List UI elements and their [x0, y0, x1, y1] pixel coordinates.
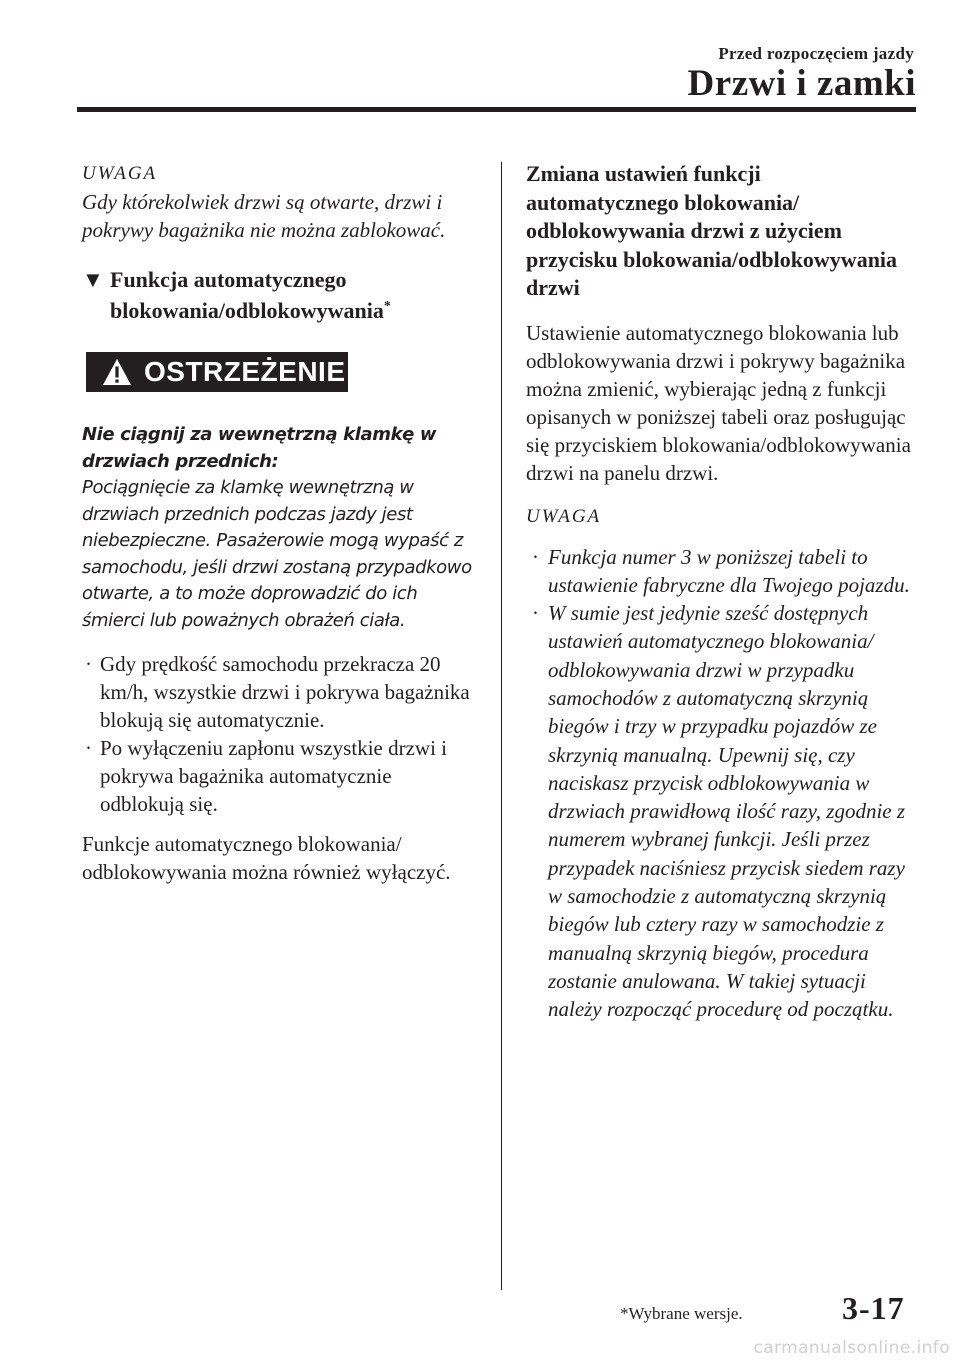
bullet-dot: ·: [85, 652, 92, 676]
footnote: *Wybrane wersje.: [620, 1304, 743, 1323]
note-bullets: [526, 543, 918, 1024]
section-title-line2: blokowania/odblokowywania: [110, 298, 384, 323]
note-label: UWAGA: [82, 163, 158, 184]
bullet-text: Funkcja numer 3 w poniższej tabeli to ustawienie fabryczne dla Twojego pojazdu.: [548, 544, 910, 597]
auto-lock-bullets: [82, 650, 474, 818]
list-item: [82, 650, 474, 734]
left-column: [82, 160, 474, 886]
warning-triangle-icon: [102, 358, 132, 386]
chapter-title: Drzwi i zamki: [687, 63, 916, 104]
watermark: carmanualsonline.info: [753, 1338, 950, 1358]
warning-title: Nie ciągnij za wewnętrzną klamkę w drzwiach przednich:: [82, 424, 437, 472]
bullet-dot: ·: [532, 544, 539, 569]
bullet-dot: ·: [532, 601, 539, 626]
warning-label: OSTRZEŻENIE: [144, 356, 346, 387]
bullet-text: Gdy prędkość samochodu przekracza 20 km/h, wszystkie drzwi i pokrywa bagażnika blokują się automatycznie.: [100, 652, 470, 732]
column-divider: [501, 162, 502, 1290]
triangle-down-icon: ▼: [82, 267, 104, 292]
section-heading: [82, 264, 474, 326]
subsection-heading: Zmiana ustawień funkcji automatycznego blokowania/ odblokowywania drzwi z użyciem przycisku blokowania/odblokowywania drzwi: [526, 161, 898, 300]
closing-paragraph: Funkcje automatycznego blokowania/ odblokowywania można również wyłączyć.: [82, 832, 451, 884]
list-item: [526, 599, 918, 1023]
bullet-text: Po wyłączeniu zapłonu wszystkie drzwi i pokrywa bagażnika automatycznie odblokują się.: [100, 736, 447, 816]
note-text: Gdy którekolwiek drzwi są otwarte, drzwi i pokrywy bagażnika nie można zablokować.: [82, 190, 446, 242]
warning-text-block: [82, 422, 474, 634]
chapter-subtitle: Przed rozpoczęciem jazdy: [718, 44, 914, 63]
optional-marker: *: [383, 299, 391, 314]
page-number: 3-17: [842, 1290, 905, 1326]
bullet-text: W sumie jest jedynie sześć dostępnych ustawień automatycznego blokowania/ odblokowywania drzwi w przypadku samochodów z automatyczną skrzynią biegów i trzy w przypadku pojazdów ze skrzynią manualną. Upewnij się, czy naciskasz przycisk odblokowywania w drzwiach prawidłową ilość razy, zgodnie z numerem wybranej funkcji. Jeśli przez przypadek naciśniesz przycisk siedem razy w samochodzie z automatyczną skrzynią biegów lub cztery razy w samochodzie z manualną skrzynią biegów, procedura zostanie anulowana. W takiej sytuacji należy rozpocząć procedurę od początku.: [548, 601, 906, 1022]
right-column: [526, 160, 918, 1024]
intro-paragraph: Ustawienie automatycznego blokowania lub odblokowywania drzwi i pokrywy bagażnika można zmienić, wybierając jedną z funkcji opisanych w poniższej tabeli oraz posługując się przyciskiem blokowania/odblokowywania drzwi na panelu drzwi.: [526, 320, 911, 485]
list-item: [526, 543, 918, 600]
note-label: UWAGA: [526, 505, 602, 527]
section-title-line1: Funkcja automatycznego: [110, 267, 347, 292]
warning-body: Pociągnięcie za klamkę wewnętrzną w drzwiach przednich podczas jazdy jest niebezpieczne. Pasażerowie mogą wypaść z samochodu, jeśli drzwi zostaną przypadkowo otwarte, a to może doprowadzić do ich śmierci lub poważnych obrażeń ciała.: [82, 477, 472, 631]
header-rule: [77, 107, 916, 112]
warning-banner: [86, 352, 348, 392]
list-item: [82, 734, 474, 818]
bullet-dot: ·: [85, 736, 92, 760]
